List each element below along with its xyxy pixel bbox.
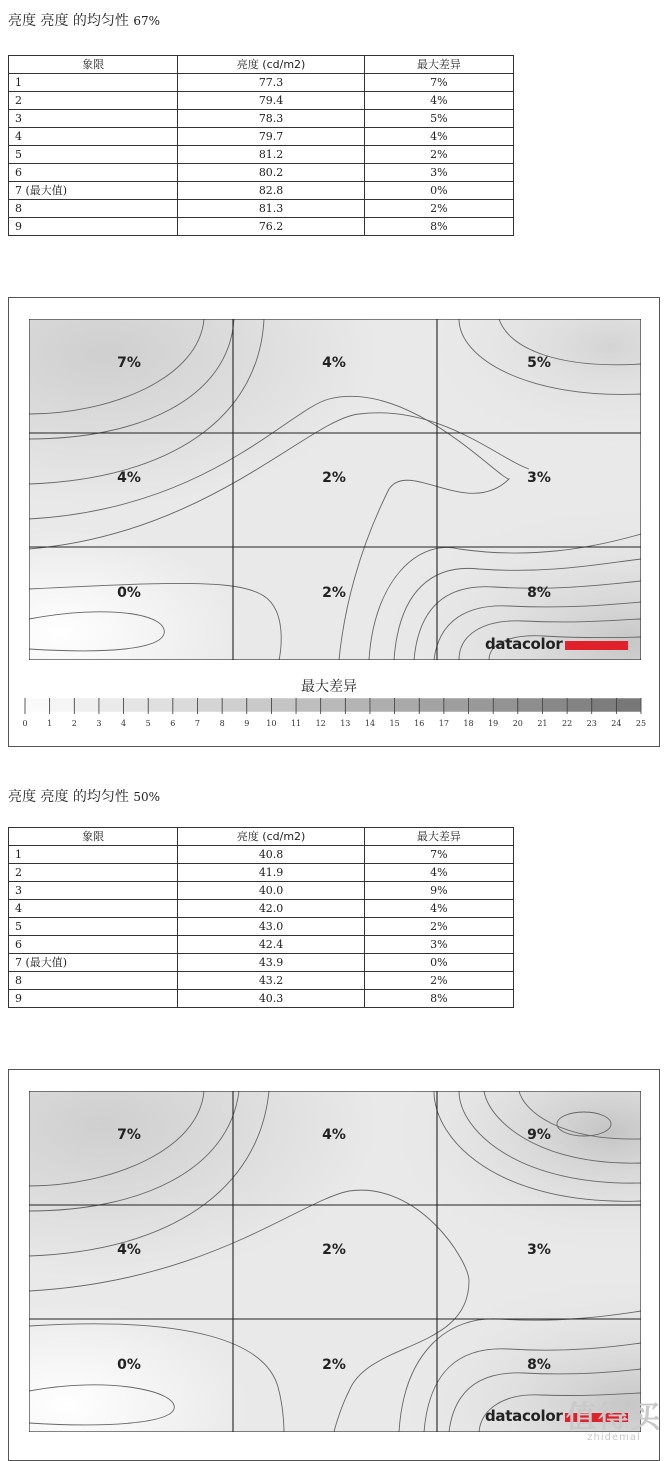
luminance-cell: 81.3: [178, 200, 364, 218]
scale-cell: [173, 698, 198, 712]
table-row: [9, 864, 514, 882]
quadrant-cell: 8: [9, 972, 178, 990]
scale-tick-label: 12: [315, 719, 326, 728]
luminance-cell: 42.4: [178, 936, 364, 954]
scale-tick-label: 3: [96, 719, 102, 728]
scale-cell: [518, 698, 543, 712]
scale-cell: [148, 698, 173, 712]
quadrant-4-label: 4%: [117, 470, 141, 486]
scale-cell: [542, 698, 567, 712]
scale-cell: [616, 698, 641, 712]
scale-cell: [469, 698, 494, 712]
quadrant-cell: 7 (最大值): [9, 182, 178, 200]
table-row: [9, 900, 514, 918]
max-diff-cell: 9%: [364, 882, 513, 900]
scale-tick-label: 14: [364, 719, 376, 728]
quadrant-3-label: 5%: [527, 355, 551, 371]
max-diff-cell: 7%: [364, 846, 513, 864]
scale-cell: [592, 698, 617, 712]
luminance-cell: 80.2: [178, 164, 364, 182]
contour-map-1: [29, 319, 641, 660]
quadrant-5-label: 2%: [322, 1242, 346, 1258]
scale-cell: [222, 698, 247, 712]
scale-tick-label: 5: [145, 719, 151, 728]
max-diff-cell: 7%: [364, 74, 513, 92]
scale-tick-label: 18: [463, 719, 474, 728]
quadrant-6-label: 3%: [527, 470, 551, 486]
table-header-row: [9, 56, 514, 74]
luminance-cell: 43.9: [178, 954, 364, 972]
quadrant-9-label: 8%: [527, 585, 551, 601]
table-row: [9, 846, 514, 864]
scale-cell: [25, 698, 50, 712]
contour-map-2: [29, 1091, 641, 1432]
scale-title: 最大差异: [301, 679, 357, 695]
max-diff-cell: 4%: [364, 128, 513, 146]
scale-cell: [99, 698, 124, 712]
luminance-cell: 79.7: [178, 128, 364, 146]
table-row: [9, 110, 514, 128]
scale-tick-label: 1: [47, 719, 53, 728]
quadrant-cell: 6: [9, 936, 178, 954]
scale-tick-label: 6: [170, 719, 176, 728]
max-diff-cell: 2%: [364, 200, 513, 218]
table-row: [9, 972, 514, 990]
scale-tick-label: 7: [194, 719, 201, 728]
scale-tick-label: 16: [414, 719, 425, 728]
watermark-main: 值得买: [566, 1400, 662, 1435]
section-2-title: [8, 786, 160, 806]
max-diff-cell: 0%: [364, 954, 513, 972]
scale-bar: [21, 696, 647, 736]
quadrant-8-label: 2%: [322, 585, 346, 601]
table-body-2: [9, 846, 514, 1008]
luminance-cell: 76.2: [178, 218, 364, 236]
luminance-cell: 43.2: [178, 972, 364, 990]
scale-tick-label: 24: [611, 719, 622, 728]
luminance-cell: 40.3: [178, 990, 364, 1008]
quadrant-cell: 3: [9, 882, 178, 900]
max-diff-cell: 3%: [364, 164, 513, 182]
quadrant-6-label: 3%: [527, 1242, 551, 1258]
quadrant-cell: 1: [9, 74, 178, 92]
scale-cell: [197, 698, 222, 712]
datacolor-logo: datacolor: [485, 1407, 563, 1425]
datacolor-logo-bar: [565, 641, 628, 650]
datacolor-logo: datacolor: [485, 635, 563, 653]
scale-cell: [271, 698, 296, 712]
table-row: [9, 128, 514, 146]
luminance-cell: 82.8: [178, 182, 364, 200]
quadrant-cell: 5: [9, 146, 178, 164]
scale-cell: [567, 698, 592, 712]
section-1-title: [8, 10, 160, 30]
quadrant-cell: 1: [9, 846, 178, 864]
scale-tick-label: 20: [512, 719, 523, 728]
contour-panel-2: [8, 1069, 660, 1461]
table-row: [9, 936, 514, 954]
site-watermark: [566, 1392, 662, 1443]
scale-cell: [444, 698, 469, 712]
col-header-luminance: 亮度 (cd/m2): [178, 56, 364, 74]
max-diff-cell: 4%: [364, 92, 513, 110]
quadrant-8-label: 2%: [322, 1357, 346, 1373]
luminance-cell: 40.0: [178, 882, 364, 900]
max-diff-cell: 2%: [364, 146, 513, 164]
table-row: [9, 218, 514, 236]
max-diff-cell: 0%: [364, 182, 513, 200]
scale-tick-label: 23: [586, 719, 597, 728]
max-diff-cell: 4%: [364, 900, 513, 918]
quadrant-3-label: 9%: [527, 1127, 551, 1143]
quadrant-2-label: 4%: [322, 1127, 346, 1143]
max-diff-cell: 8%: [364, 990, 513, 1008]
luminance-cell: 41.9: [178, 864, 364, 882]
scale-tick-label: 19: [488, 719, 499, 728]
section-1-title-text: 亮度 亮度 的均匀性: [8, 13, 129, 29]
max-diff-cell: 4%: [364, 864, 513, 882]
quadrant-1-label: 7%: [117, 355, 141, 371]
col-header-quadrant: 象限: [9, 828, 178, 846]
max-diff-cell: 3%: [364, 936, 513, 954]
scale-cell: [345, 698, 370, 712]
table-row: [9, 200, 514, 218]
col-header-luminance: 亮度 (cd/m2): [178, 828, 364, 846]
section-2-title-text: 亮度 亮度 的均匀性: [8, 789, 129, 805]
quadrant-2-label: 4%: [322, 355, 346, 371]
scale-tick-label: 17: [438, 719, 449, 728]
scale-tick-label: 0: [22, 719, 28, 728]
quadrant-4-label: 4%: [117, 1242, 141, 1258]
max-diff-cell: 2%: [364, 972, 513, 990]
scale-cell: [50, 698, 75, 712]
scale-cell: [296, 698, 321, 712]
luminance-cell: 81.2: [178, 146, 364, 164]
scale-cell: [395, 698, 420, 712]
table-row: [9, 882, 514, 900]
table-row: [9, 92, 514, 110]
table-row: [9, 74, 514, 92]
scale-cell: [247, 698, 272, 712]
quadrant-cell: 5: [9, 918, 178, 936]
table-row: [9, 918, 514, 936]
scale-tick-label: 4: [121, 719, 127, 728]
scale-tick-label: 10: [266, 719, 277, 728]
quadrant-cell: 2: [9, 864, 178, 882]
luminance-cell: 43.0: [178, 918, 364, 936]
scale-tick-label: 8: [219, 719, 225, 728]
table-row: [9, 164, 514, 182]
col-header-quadrant: 象限: [9, 56, 178, 74]
scale-tick-label: 15: [389, 719, 400, 728]
scale-tick-label: 11: [290, 719, 302, 728]
quadrant-7-label: 0%: [117, 585, 141, 601]
scale-tick-label: 21: [537, 719, 548, 728]
contour-panel-1: [8, 297, 660, 747]
section-2-title-pct: 50%: [133, 790, 161, 804]
quadrant-cell: 2: [9, 92, 178, 110]
luminance-cell: 78.3: [178, 110, 364, 128]
uniformity-table-1: [8, 55, 514, 236]
luminance-cell: 77.3: [178, 74, 364, 92]
scale-cell: [74, 698, 99, 712]
max-diff-cell: 2%: [364, 918, 513, 936]
quadrant-cell: 4: [9, 128, 178, 146]
max-diff-cell: 5%: [364, 110, 513, 128]
scale-cell: [370, 698, 395, 712]
table-header-row: [9, 828, 514, 846]
quadrant-5-label: 2%: [322, 470, 346, 486]
col-header-max-diff: 最大差异: [364, 828, 513, 846]
table-row: [9, 146, 514, 164]
quadrant-1-label: 7%: [117, 1127, 141, 1143]
scale-cell: [321, 698, 346, 712]
luminance-cell: 42.0: [178, 900, 364, 918]
col-header-max-diff: 最大差异: [364, 56, 513, 74]
uniformity-table-2: [8, 827, 514, 1008]
quadrant-cell: 4: [9, 900, 178, 918]
table-row: [9, 182, 514, 200]
scale-tick-label: 13: [340, 719, 351, 728]
scale-cells: [25, 698, 641, 714]
quadrant-cell: 8: [9, 200, 178, 218]
quadrant-7-label: 0%: [117, 1357, 141, 1373]
luminance-cell: 79.4: [178, 92, 364, 110]
scale-tick-labels: [22, 719, 646, 728]
quadrant-cell: 7 (最大值): [9, 954, 178, 972]
watermark-sub: zhidemai: [587, 1432, 641, 1443]
table-row: [9, 990, 514, 1008]
table-row: [9, 954, 514, 972]
scale-cell: [124, 698, 149, 712]
quadrant-cell: 3: [9, 110, 178, 128]
max-diff-cell: 8%: [364, 218, 513, 236]
quadrant-cell: 6: [9, 164, 178, 182]
scale-cell: [493, 698, 518, 712]
scale-tick-label: 9: [244, 719, 250, 728]
quadrant-9-label: 8%: [527, 1357, 551, 1373]
scale-tick-label: 2: [71, 719, 77, 728]
quadrant-cell: 9: [9, 990, 178, 1008]
scale-tick-label: 25: [635, 719, 647, 728]
luminance-cell: 40.8: [178, 846, 364, 864]
quadrant-cell: 9: [9, 218, 178, 236]
table-body-1: [9, 74, 514, 236]
scale-cell: [419, 698, 444, 712]
scale-tick-label: 22: [561, 719, 573, 728]
section-1-title-pct: 67%: [133, 14, 161, 28]
